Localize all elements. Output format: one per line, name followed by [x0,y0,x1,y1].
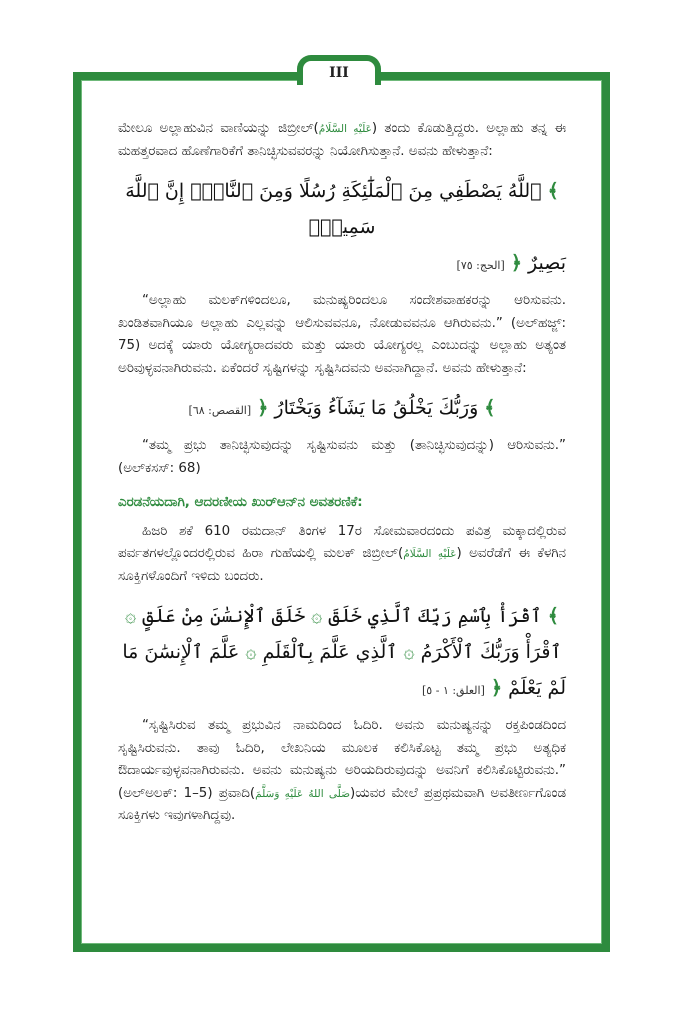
paragraph-3: “ತಮ್ಮ ಪ್ರಭು ತಾನಿಚ್ಛಿಸುವುದನ್ನು ಸೃಷ್ಟಿಸುವನು ಮತ್ತು (ತಾನಿಚ್ಛಿಸುವುದನ್ನು) ಆರಿಸುವನು.” (ಅಲ್‌ಕಸಸ್: 68) [118,438,566,476]
verse-hajj-line-1: ٱللَّهُ يَصْطَفِي مِنَ ٱلْمَلَٰٓئِكَةِ رُسُلًا وَمِنَ ٱلنَّاسِۚ إِنَّ ٱللَّهَ سَمِيعُۢ [125,180,542,238]
paragraph-5-text-a: “ಸೃಷ್ಟಿಸಿರುವ ತಮ್ಮ ಪ್ರಭುವಿನ ನಾಮದಿಂದ ಓದಿರಿ. ಅವನು ಮನುಷ್ಯನನ್ನು ರಕ್ತಪಿಂಡದಿಂದ ಸೃಷ್ಟಿಸಿರುವನು. ತಾವು ಓದಿರಿ, ಲೇಖನಿಯ ಮೂಲಕ ಕಲಿಸಿಕೊಟ್ಟ ತಮ್ಮ ಪ್ರಭು ಅತ್ಯಧಿಕ ಔದಾರ್ಯವುಳ್ಳವನಾಗಿರುವನು. ಅವನು ಮನುಷ್ಯನು ಅರಿಯದಿರುವುದನ್ನು ಅವನಿಗೆ ಕಲಿಸಿಕೊಟ್ಟಿರುವನು.” (ಅಲ್‌ಅಲಕ್: 1–5) ಪ್ರವಾದಿ( [118,718,566,801]
spacer [118,380,566,390]
paragraph-4-text-a: ಹಿಜರಿ ಶಕೆ 610 ರಮದಾನ್ ತಿಂಗಳ 17ರ ಸೋಮವಾರದಂದು ಪವಿತ್ರ ಮಕ್ಕಾದಲ್ಲಿರುವ ಪರ್ವತಗಳಲ್ಲೊಂದರಲ್ಲಿರುವ ಹಿರಾ ಗುಹೆಯಲ್ಲಿ ಮಲಕ್ ಜಿಬ್ರೀಲ್( [118,523,566,561]
paragraph-1-text-b: ) ತಂದು ಕೊಡುತ್ತಿದ್ದರು. ಅಲ್ಲಾಹು ತನ್ನ ಈ ಮಹತ್ತರವಾದ ಹೊಣೆಗಾರಿಕೆಗೆ ತಾನಿಚ್ಛಿಸುವವರನ್ನು ನಿಯೋಗಿಸುತ್ತಾನೆ. ಅವನು ಹೇಳುತ್ತಾನೆ: [118,121,566,159]
verse-alaq-reference: [العلق: ١ - ٥] [422,684,485,697]
verse-separator-icon: ۞ [403,641,415,663]
paragraph-4-text-b: ) ಅವರೆಡೆಗೆ ಈ ಕೆಳಗಿನ ಸೂಕ್ತಿಗಳೊಂದಿಗೆ ಇಳಿದು ಬಂದರು. [118,546,566,584]
verse-bracket-open: ﴾ [547,605,559,627]
verse-bracket-close: ﴿ [257,397,269,419]
verse-hajj-reference: [الحج: ٧٥] [456,259,505,272]
page-content [118,118,566,828]
spacer [118,163,566,173]
quran-verse-alaq-line-3 [118,670,566,709]
quran-verse-hajj-end [118,245,566,284]
verse-separator-icon: ۞ [311,605,323,627]
paragraph-1-text-a: ಮೇಲೂ ಅಲ್ಲಾಹುವಿನ ವಾಣಿಯನ್ನು ಜಿಬ್ರೀಲ್( [118,121,319,136]
verse-bracket-open: ﴾ [547,180,559,202]
page-number: III [297,55,381,85]
verse-bracket-close: ﴿ [510,252,522,274]
paragraph-5 [118,715,566,828]
paragraph-2: “ಅಲ್ಲಾಹು ಮಲಕ್‌ಗಳಿಂದಲೂ, ಮನುಷ್ಯರಿಂದಲೂ ಸಂದೇಶವಾಹಕರನ್ನು ಆರಿಸುವನು. ಖಂಡಿತವಾಗಿಯೂ ಅಲ್ಲಾಹು ಎಲ್ಲವನ್ನು ಆಲಿಸುವವನೂ, ನೋಡುವವನೂ ಆಗಿರುವನು.” (ಅಲ್‌ಹಜ್ಜ್: 75) ಅದಕ್ಕೆ ಯಾರು ಯೋಗ್ಯರಾದವರು ಮತ್ತು ಯಾರು ಯೋಗ್ಯರಲ್ಲ ಎಂಬುದನ್ನು ಅಲ್ಲಾಹು ಅತ್ಯಂತ ಅರಿವುಳ್ಳವನಾಗಿರುವನು. ಏಕೆಂದರೆ ಸೃಷ್ಟಿಗಳನ್ನು ಸೃಷ್ಟಿಸಿದವನು ಅವನಾಗಿದ್ದಾನೆ. ಅವನು ಹೇಳುತ್ತಾನೆ: [118,293,566,376]
verse-alaq-3: ٱقْرَأْ وَرَبُّكَ ٱلْأَكْرَمُ [420,641,562,663]
verse-bracket-close: ﴿ [490,677,503,699]
verse-alaq-2: خَلَقَ ٱلْإِنسَٰنَ مِنْ عَلَقٍ [142,605,306,627]
section-heading: ಎರಡನೆಯದಾಗಿ, ಆದರಣೀಯ ಖುರ್‌ಆನ್‌ನ ಅವತರಣಿಕೆ: [118,495,363,510]
verse-separator-icon: ۞ [125,605,137,627]
honorific-salallahu-alayhi-wasallam: صَلَّى اللهُ عَلَيْهِ وَسَلَّمَ [255,787,350,800]
verse-hajj-line-2: بَصِيرٌ [528,252,566,274]
paragraph-1 [118,118,566,163]
honorific-alayhis-salam: عَلَيْهِ السَّلَامُ [403,548,457,560]
quran-verse-qasas [118,390,566,429]
verse-alaq-5a: عَلَّمَ ٱلْإِنسَٰنَ مَا [122,641,240,663]
verse-alaq-5b: لَمْ يَعْلَمْ [508,677,566,699]
quran-verse-alaq-line-1 [118,598,566,634]
paragraph-5-text-b: )ಯವರ ಮೇಲೆ ಪ್ರಪ್ರಥಮವಾಗಿ ಅವತೀರ್ಣಗೊಂಡ ಸೂಕ್ತಿಗಳು ಇವುಗಳಾಗಿದ್ದವು. [118,785,566,823]
verse-qasas-text: وَرَبُّكَ يَخْلُقُ مَا يَشَآءُ وَيَخْتَارُ [274,397,479,419]
quran-verse-alaq-line-2 [118,634,566,670]
verse-bracket-open: ﴾ [484,397,496,419]
verse-separator-icon: ۞ [245,641,257,663]
verse-alaq-4: ٱلَّذِي عَلَّمَ بِٱلْقَلَمِ [262,641,398,663]
honorific-alayhis-salam: عَلَيْهِ السَّلَامُ [318,123,372,135]
spacer [118,588,566,598]
quran-verse-hajj [118,173,566,245]
paragraph-4 [118,521,566,589]
verse-qasas-reference: [القصص: ٦٨] [188,404,252,417]
verse-alaq-1: ٱقْرَأْ بِٱسْمِ رَبِّكَ ٱلَّذِي خَلَقَ [328,605,542,627]
